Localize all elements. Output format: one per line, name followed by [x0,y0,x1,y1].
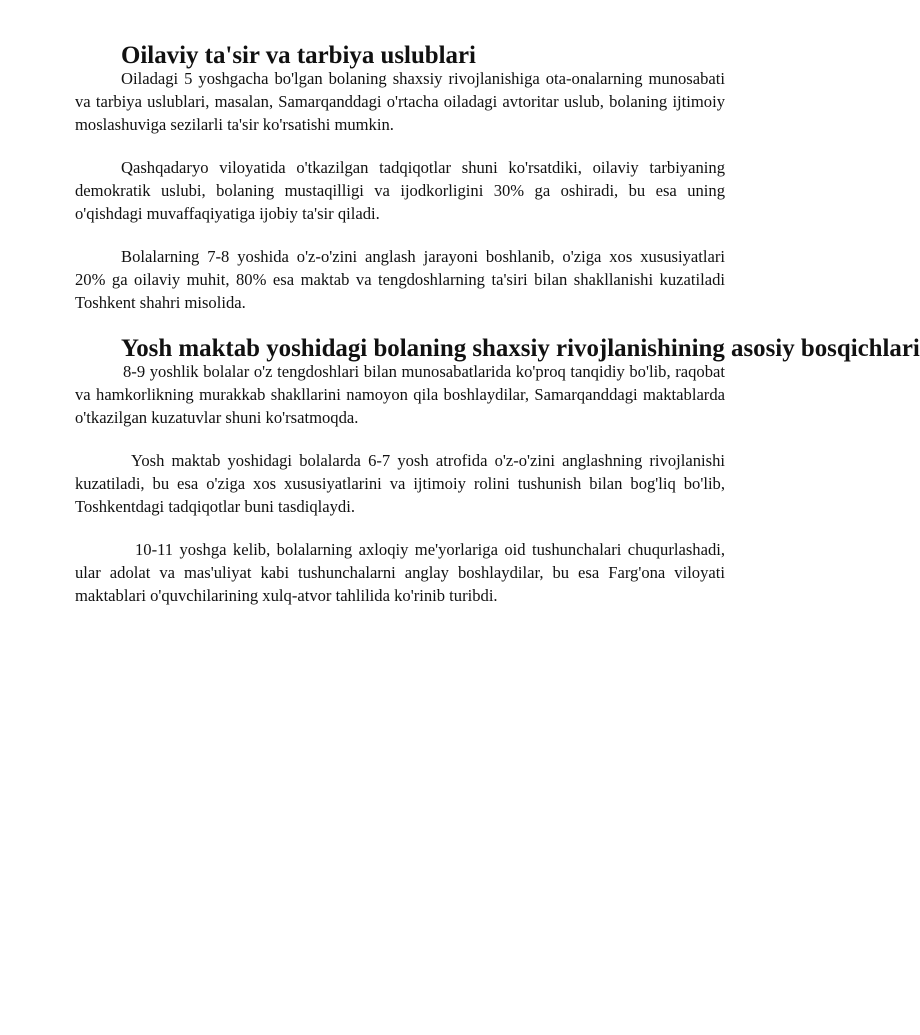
document-page [75,42,920,607]
paragraph: Bolalarning 7-8 yoshida o'z-o'zini anglash jarayoni boshlanib, o'ziga xos xususiyatlari 20% ga oilaviy muhit, 80% esa maktab va tengdoshlarning ta'siri bilan shakllanishi kuzatiladi Toshkent shahri misolida. [75,247,725,312]
paragraph-spacer [75,136,725,156]
paragraph: Qashqadaryo viloyatida o'tkazilgan tadqiqotlar shuni ko'rsatdiki, oilaviy tarbiyaning demokratik uslubi, bolaning mustaqilligi va ijodkorligini 30% ga oshiradi, bu esa uning o'qishdagi muvaffaqiyatiga ijobiy ta'sir qiladi. [75,158,725,223]
paragraph-spacer [75,225,725,245]
section-spacer [75,314,725,337]
paragraph-spacer [75,429,725,449]
paragraph: Oiladagi 5 yoshgacha bo'lgan bolaning shaxsiy rivojlanishiga ota-onalarning munosabati va tarbiya uslublari, masalan, Samarqanddagi o'rtacha oiladagi avtoritar uslub, bolaning ijtimoiy moslashuviga sezilarli ta'sir ko'rsatishi mumkin. [75,69,725,134]
paragraph-spacer [75,518,725,538]
paragraph: 8-9 yoshlik bolalar o'z tengdoshlari bilan munosabatlarida ko'proq tanqidiy bo'lib, raqobat va hamkorlikning murakkab shakllarini namoyon qila boshlaydilar, Samarqanddagi maktablarda o'tkazilgan kuzatuvlar shuni ko'rsatmoqda. [75,362,725,427]
section-heading: Oilaviy ta'sir va tarbiya uslublari [121,42,476,69]
paragraph: Yosh maktab yoshidagi bolalarda 6-7 yosh atrofida o'z-o'zini anglashning rivojlanishi kuzatiladi, bu esa o'ziga xos xususiyatlarini va ijtimoiy rolini tushunish bilan bog'liq bo'lib, Toshkentdagi tadqiqotlar buni tasdiqlaydi. [75,451,725,516]
section-heading: Yosh maktab yoshidagi bolaning shaxsiy rivojlanishining asosiy bosqichlari [121,335,920,362]
paragraph: 10-11 yoshga kelib, bolalarning axloqiy me'yorlariga oid tushunchalari chuqurlashadi, ular adolat va mas'uliyat kabi tushunchalarni anglay boshlaydilar, bu esa Farg'ona viloyati maktablari o'quvchilarining xulq-atvor tahlilida ko'rinib turibdi. [75,540,725,605]
